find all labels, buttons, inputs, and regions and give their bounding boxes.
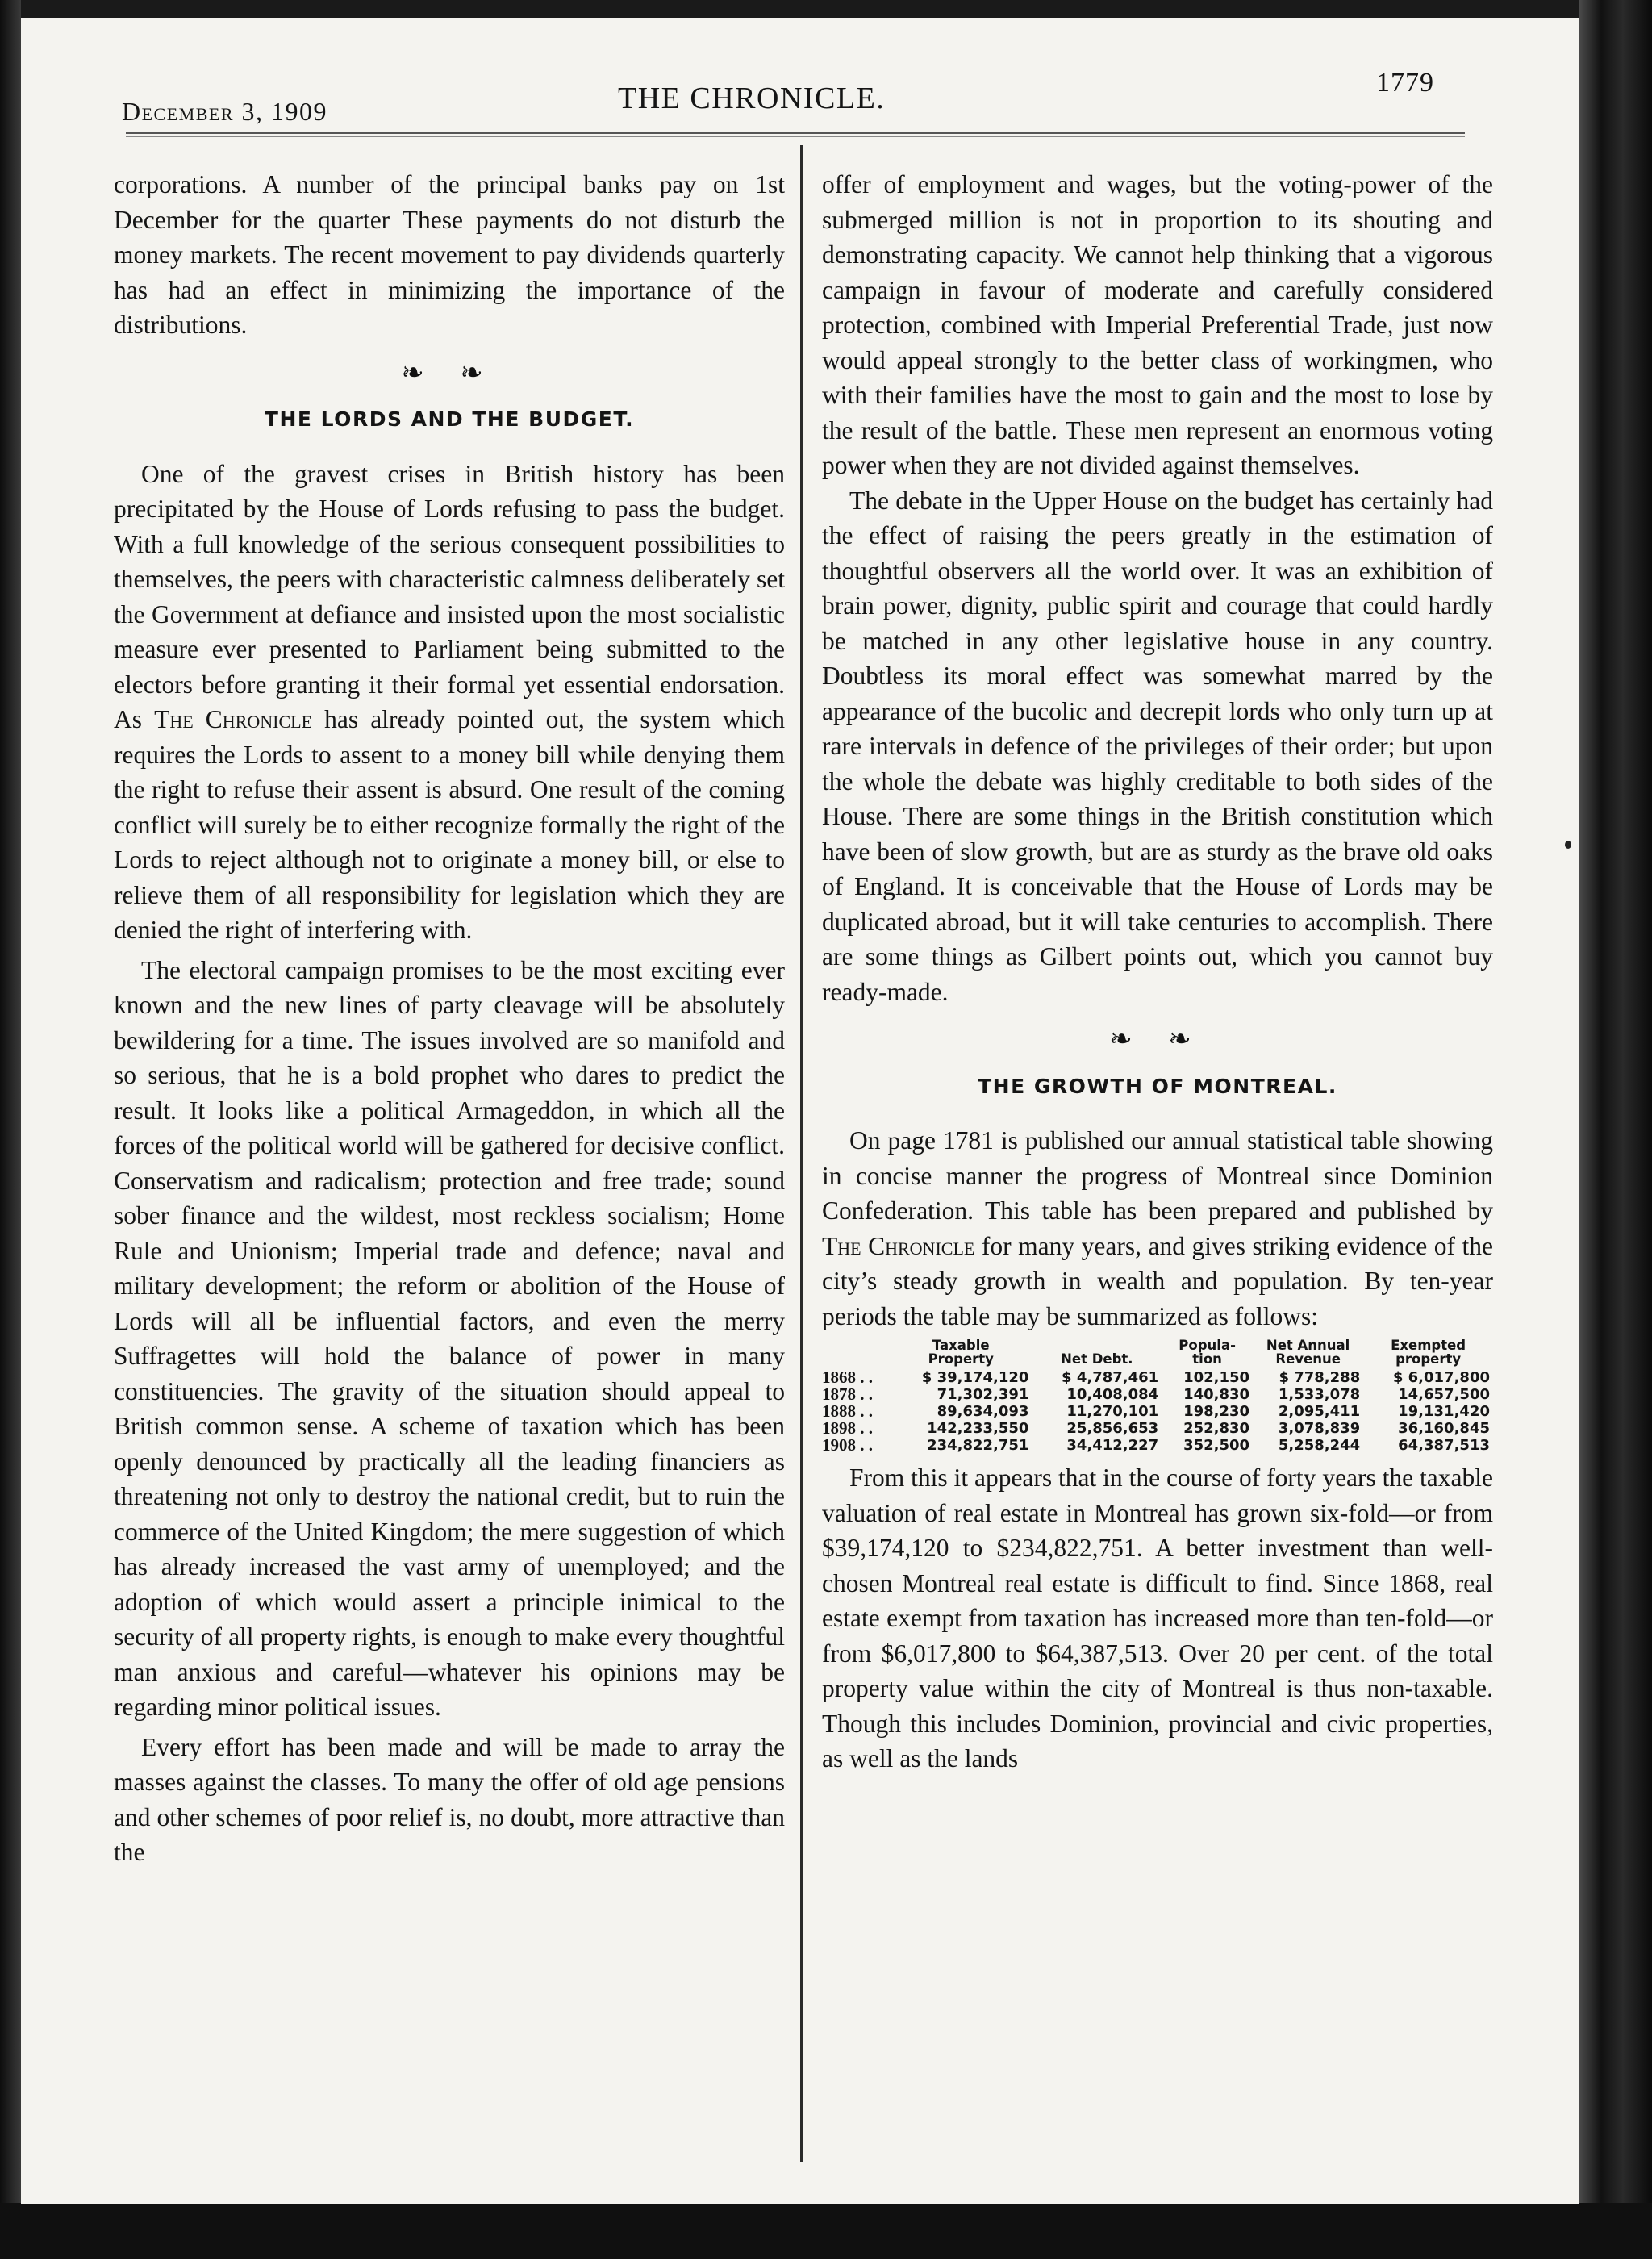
table-column-header	[822, 1338, 890, 1369]
publication-title: THE CHRONICLE.	[618, 81, 886, 115]
text-run: One of the gravest crises in British history has been precipitated by the House of Lords refusing to pass the budget. With a full knowledge of the serious consequent possibilities to themselves, the peers with characteristic calmness deliberately set the Government at defiance and insisted upon the most socialistic measure ever presented to Parliament being submitted to the electors before granting it their formal yet essential endorsation. As	[114, 459, 785, 733]
paragraph-continued: offer of employment and wages, but the voting-power of the submerged million is not in proportion to its shouting and demonstrating capacity. We cannot help thinking that a vigorous campaign in favour of moderate and carefully considered protection, combined with Imperial Preferential Trade, just now would appeal strongly to the better class of workingmen, who with their families have the most to gain and the most to lose by the result of the battle. These men represent an enormous voting power when they are not divided against themselves.	[822, 170, 1493, 479]
paragraph-continued: corporations. A number of the principal banks pay on 1st December for the quarter These payments do not disturb the money markets. The recent movement to pay dividends quarterly has had an effect in minimizing the importance of the distributions.	[114, 170, 785, 339]
table-column-header: Net Debt.	[1061, 1351, 1133, 1367]
table-cell: 19,131,420	[1398, 1403, 1490, 1420]
table-cell: 1,533,078	[1278, 1386, 1361, 1403]
table-cell: 140,830	[1183, 1386, 1250, 1403]
table-row	[822, 1437, 1493, 1454]
table-column-header: Taxable Property	[928, 1338, 994, 1367]
table-year-cell: 1898 . .	[822, 1418, 873, 1438]
table-column-header: Exempted property	[1391, 1338, 1466, 1367]
table-year-cell: 1908 . .	[822, 1435, 873, 1455]
newspaper-page	[21, 18, 1579, 2204]
table-cell: 14,657,500	[1398, 1386, 1490, 1403]
table-year-cell: 1868 . .	[822, 1368, 873, 1387]
ornament-divider: ❧ ❧	[401, 357, 498, 388]
column-divider	[800, 145, 803, 2162]
table-row	[822, 1386, 1493, 1403]
table-year-cell: 1878 . .	[822, 1384, 873, 1404]
table-cell: 10,408,084	[1066, 1386, 1159, 1403]
right-column	[822, 167, 1493, 1777]
text-run: has already pointed out, the system which requires the Lords to assent to a money bill while denying them the right to refuse their assent is absurd. One result of the coming conflict will surely be to either recognize formally the right of the Lords to reject although not to originate a money bill, or else to relieve them of all responsibility for legislation which they are denied the right of interfering with.	[114, 705, 786, 944]
scan-edge-right	[1579, 0, 1652, 2259]
page-header	[21, 18, 1579, 147]
table-cell: 25,856,653	[1066, 1420, 1159, 1437]
montreal-statistics-table	[822, 1338, 1493, 1454]
table-column-header: Net Annual Revenue	[1266, 1338, 1350, 1367]
table-cell: $ 4,787,461	[1062, 1369, 1159, 1386]
table-cell: 198,230	[1183, 1403, 1250, 1420]
scan-edge-left	[0, 0, 21, 2259]
publication-name: The Chronicle	[822, 1231, 975, 1260]
paragraph: The debate in the Upper House on the budget has certainly had the effect of raising the peers greatly in the estimation of thoughtful observers all the world over. It was an exhibition of brain power, dignity, public spirit and courage that could hardly be matched in any other legislative house in any country. Doubtless its moral effect was somewhat marred by the appearance of the bucolic and decrepit lords who only turn up at rare intervals in defence of the privileges of their order; but upon the whole the debate was highly creditable to both sides of the House. There are some things in the British constitution which have been of slow growth, but are as sturdy as the brave old oaks of England. It is conceivable that the House of Lords may be duplicated abroad, but it will take centuries to accomplish. There are some things as Gilbert points out, which you cannot buy ready-made.	[822, 486, 1493, 1006]
paragraph	[822, 1123, 1493, 1334]
table-cell: 234,822,751	[927, 1437, 1029, 1454]
page-number: 1779	[1376, 68, 1434, 98]
article-heading-montreal: THE GROWTH OF MONTREAL.	[978, 1074, 1337, 1098]
table-cell: 352,500	[1183, 1437, 1250, 1454]
paragraph: From this it appears that in the course of forty years the taxable valuation of real estate in Montreal has grown six-fold—or from $39,174,120 to $234,822,751. A better investment than well-chosen Montreal real estate is difficult to find. Since 1868, real estate exempt from taxation has increased more than ten-fold—or from $6,017,800 to $64,387,513. Over 20 per cent. of the total property value within the city of Montreal is thus non-taxable. Though this includes Dominion, provincial and civic properties, as well as the lands	[822, 1464, 1493, 1773]
table-cell: $ 39,174,120	[921, 1369, 1029, 1386]
table-cell: 252,830	[1183, 1420, 1250, 1437]
table-cell: 102,150	[1183, 1369, 1250, 1386]
table-row	[822, 1369, 1493, 1386]
header-rule	[126, 132, 1465, 137]
table-cell: 11,270,101	[1066, 1403, 1159, 1420]
table-cell: $ 778,288	[1279, 1369, 1361, 1386]
table-cell: 3,078,839	[1278, 1420, 1361, 1437]
table-header-row	[822, 1338, 1493, 1369]
table-cell: 36,160,845	[1398, 1420, 1490, 1437]
table-row	[822, 1420, 1493, 1437]
table-body	[822, 1369, 1493, 1454]
paragraph: Every effort has been made and will be made to array the masses against the classes. To many the offer of old age pensions and other schemes of poor relief is, no doubt, more attractive than the	[114, 1732, 785, 1866]
scan-speck	[1565, 841, 1571, 849]
table-cell: 5,258,244	[1278, 1437, 1361, 1454]
table-cell: 34,412,227	[1066, 1437, 1159, 1454]
left-column	[114, 167, 785, 1870]
table-cell: 89,634,093	[937, 1403, 1029, 1420]
table-cell: $ 6,017,800	[1392, 1369, 1490, 1386]
text-run: On page 1781 is published our annual statistical table showing in concise manner the progress of Montreal since Dominion Confederation. This table has been prepared and published by	[822, 1126, 1493, 1225]
table-cell: 64,387,513	[1398, 1437, 1490, 1454]
table-year-cell: 1888 . .	[822, 1401, 873, 1421]
table-cell: 71,302,391	[937, 1386, 1029, 1403]
table-column-header: Popula- tion	[1179, 1338, 1236, 1367]
publication-name: The Chronicle	[154, 705, 313, 733]
table-cell: 142,233,550	[927, 1420, 1029, 1437]
ornament-divider: ❧ ❧	[1109, 1025, 1206, 1054]
table-row	[822, 1403, 1493, 1420]
article-heading-lords: THE LORDS AND THE BUDGET.	[264, 407, 635, 431]
text-run: for many years, and gives striking evidence of the city’s steady growth in wealth and population. By ten-year periods the table may be summarized as follows:	[822, 1231, 1493, 1330]
issue-date: December 3, 1909	[122, 97, 328, 126]
scan-edge-bottom	[0, 2203, 1652, 2259]
paragraph: The electoral campaign promises to be the most exciting ever known and the new lines of party cleavage will be absolutely bewildering for a time. The issues involved are so manifold and so serious, that he is a bold prophet who dares to predict the result. It looks like a political Armageddon, in which all the forces of the political world will be gathered for decisive conflict. Conservatism and radicalism; protection and free trade; sound sober finance and the wildest, most reckless socialism; Home Rule and Unionism; Imperial trade and defence; naval and military development; the reform or abolition of the House of Lords will all be influential factors, and even the merry Suffragettes will hold the balance of power in many constituencies. The gravity of the situation should appeal to British common sense. A scheme of taxation which has been openly denounced by practically all the leading financiers as threatening not only to destroy the national credit, but to ruin the commerce of the United Kingdom; the mere suggestion of which has already increased the vast army of unemployed; and the adoption of which would assert a principle inimical to the security of all property rights, is enough to make every thoughtful man anxious and careful—whatever his opinions may be regarding minor political issues.	[114, 955, 785, 1721]
paragraph	[114, 457, 785, 948]
table-cell: 2,095,411	[1278, 1403, 1361, 1420]
